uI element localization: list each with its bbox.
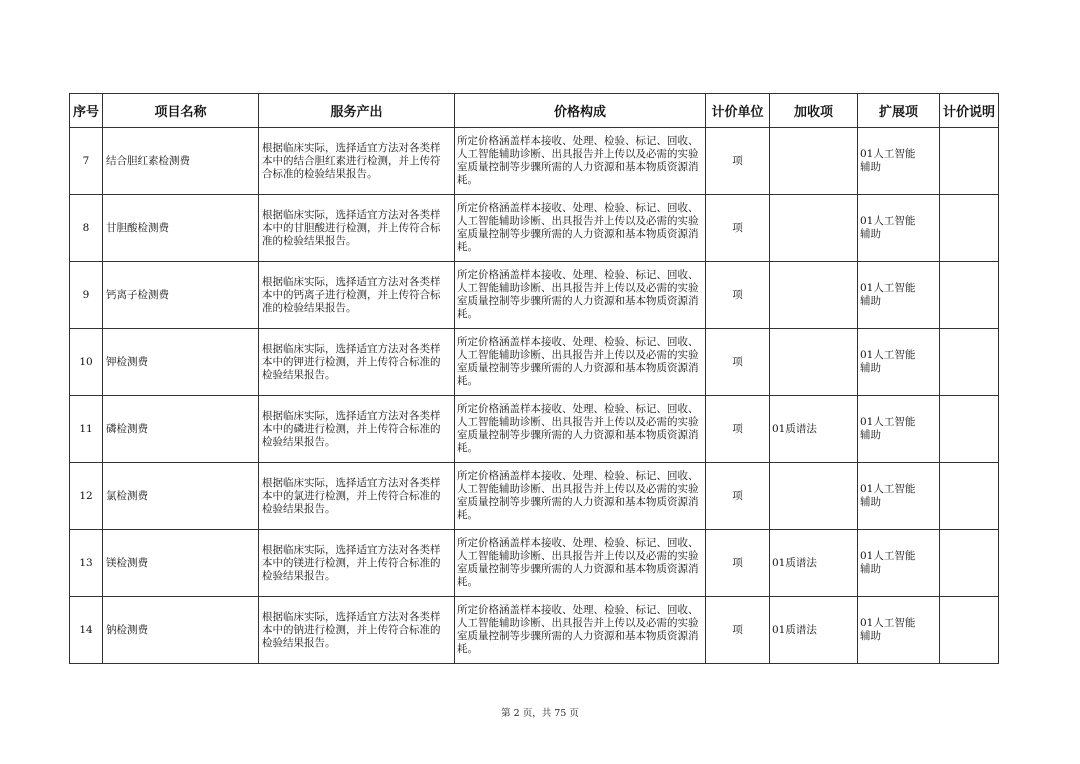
price-composition-cell: 所定价格涵盖样本接收、处理、检验、标记、回收、人工智能辅助诊断、出具报告并上传以及必需的实验室质量控制等步骤所需的人力资源和基本物质资源消耗。 xyxy=(455,195,706,262)
item-name-cell: 钙离子检测费 xyxy=(103,262,259,329)
pricing-unit-cell: 项 xyxy=(706,195,770,262)
extension-item-cell: 01人工智能辅助 xyxy=(858,396,940,463)
pricing-note-cell xyxy=(940,530,999,597)
extension-item-cell: 01人工智能辅助 xyxy=(858,597,940,664)
surcharge-item-cell xyxy=(770,195,858,262)
row-number-cell: 11 xyxy=(70,396,103,463)
price-composition-cell: 所定价格涵盖样本接收、处理、检验、标记、回收、人工智能辅助诊断、出具报告并上传以及必需的实验室质量控制等步骤所需的人力资源和基本物质资源消耗。 xyxy=(455,262,706,329)
service-output-cell: 根据临床实际，选择适宜方法对各类样本中的氯进行检测，并上传符合标准的检验结果报告。 xyxy=(259,463,455,530)
fee-schedule-table xyxy=(69,93,999,664)
table-header xyxy=(70,94,999,128)
item-name-cell: 磷检测费 xyxy=(103,396,259,463)
header-note: 计价说明 xyxy=(940,94,999,128)
item-name-cell: 钾检测费 xyxy=(103,329,259,396)
row-number-cell: 10 xyxy=(70,329,103,396)
pricing-unit-cell: 项 xyxy=(706,396,770,463)
price-composition-cell: 所定价格涵盖样本接收、处理、检验、标记、回收、人工智能辅助诊断、出具报告并上传以及必需的实验室质量控制等步骤所需的人力资源和基本物质资源消耗。 xyxy=(455,396,706,463)
table-row xyxy=(70,262,999,329)
pricing-note-cell xyxy=(940,597,999,664)
table-row xyxy=(70,396,999,463)
header-unit: 计价单位 xyxy=(706,94,770,128)
header-name: 项目名称 xyxy=(103,94,259,128)
price-composition-cell: 所定价格涵盖样本接收、处理、检验、标记、回收、人工智能辅助诊断、出具报告并上传以及必需的实验室质量控制等步骤所需的人力资源和基本物质资源消耗。 xyxy=(455,463,706,530)
price-composition-cell: 所定价格涵盖样本接收、处理、检验、标记、回收、人工智能辅助诊断、出具报告并上传以及必需的实验室质量控制等步骤所需的人力资源和基本物质资源消耗。 xyxy=(455,597,706,664)
item-name-cell: 结合胆红素检测费 xyxy=(103,128,259,195)
service-output-cell: 根据临床实际，选择适宜方法对各类样本中的结合胆红素进行检测，并上传符合标准的检验结果报告。 xyxy=(259,128,455,195)
surcharge-item-cell xyxy=(770,128,858,195)
surcharge-item-cell xyxy=(770,463,858,530)
row-number-cell: 7 xyxy=(70,128,103,195)
table-row xyxy=(70,463,999,530)
pricing-unit-cell: 项 xyxy=(706,463,770,530)
item-name-cell: 甘胆酸检测费 xyxy=(103,195,259,262)
price-composition-cell: 所定价格涵盖样本接收、处理、检验、标记、回收、人工智能辅助诊断、出具报告并上传以及必需的实验室质量控制等步骤所需的人力资源和基本物质资源消耗。 xyxy=(455,128,706,195)
page-number: 第 2 页，共 75 页 xyxy=(501,708,579,719)
pricing-unit-cell: 项 xyxy=(706,597,770,664)
table-row xyxy=(70,530,999,597)
item-name-cell: 钠检测费 xyxy=(103,597,259,664)
header-row xyxy=(70,94,999,128)
row-number-cell: 9 xyxy=(70,262,103,329)
table-row xyxy=(70,597,999,664)
pricing-unit-cell: 项 xyxy=(706,530,770,597)
surcharge-item-cell: 01质谱法 xyxy=(770,396,858,463)
extension-item-cell: 01人工智能辅助 xyxy=(858,463,940,530)
header-ext: 扩展项 xyxy=(858,94,940,128)
pricing-note-cell xyxy=(940,463,999,530)
pricing-note-cell xyxy=(940,329,999,396)
pricing-note-cell xyxy=(940,262,999,329)
header-extra: 加收项 xyxy=(770,94,858,128)
item-name-cell: 镁检测费 xyxy=(103,530,259,597)
pricing-unit-cell: 项 xyxy=(706,262,770,329)
service-output-cell: 根据临床实际，选择适宜方法对各类样本中的磷进行检测，并上传符合标准的检验结果报告。 xyxy=(259,396,455,463)
pricing-note-cell xyxy=(940,195,999,262)
surcharge-item-cell xyxy=(770,262,858,329)
row-number-cell: 13 xyxy=(70,530,103,597)
pricing-note-cell xyxy=(940,396,999,463)
pricing-note-cell xyxy=(940,128,999,195)
table-row xyxy=(70,329,999,396)
row-number-cell: 14 xyxy=(70,597,103,664)
surcharge-item-cell: 01质谱法 xyxy=(770,530,858,597)
row-number-cell: 12 xyxy=(70,463,103,530)
service-output-cell: 根据临床实际，选择适宜方法对各类样本中的钠进行检测，并上传符合标准的检验结果报告。 xyxy=(259,597,455,664)
service-output-cell: 根据临床实际，选择适宜方法对各类样本中的甘胆酸进行检测，并上传符合标准的检验结果报告。 xyxy=(259,195,455,262)
extension-item-cell: 01人工智能辅助 xyxy=(858,262,940,329)
price-composition-cell: 所定价格涵盖样本接收、处理、检验、标记、回收、人工智能辅助诊断、出具报告并上传以及必需的实验室质量控制等步骤所需的人力资源和基本物质资源消耗。 xyxy=(455,329,706,396)
header-price: 价格构成 xyxy=(455,94,706,128)
service-output-cell: 根据临床实际，选择适宜方法对各类样本中的镁进行检测，并上传符合标准的检验结果报告。 xyxy=(259,530,455,597)
surcharge-item-cell: 01质谱法 xyxy=(770,597,858,664)
surcharge-item-cell xyxy=(770,329,858,396)
row-number-cell: 8 xyxy=(70,195,103,262)
table-body xyxy=(70,128,999,664)
header-no: 序号 xyxy=(70,94,103,128)
item-name-cell: 氯检测费 xyxy=(103,463,259,530)
service-output-cell: 根据临床实际，选择适宜方法对各类样本中的钙离子进行检测，并上传符合标准的检验结果报告。 xyxy=(259,262,455,329)
extension-item-cell: 01人工智能辅助 xyxy=(858,329,940,396)
header-service: 服务产出 xyxy=(259,94,455,128)
table-row xyxy=(70,195,999,262)
table-row xyxy=(70,128,999,195)
service-output-cell: 根据临床实际，选择适宜方法对各类样本中的钾进行检测，并上传符合标准的检验结果报告。 xyxy=(259,329,455,396)
extension-item-cell: 01人工智能辅助 xyxy=(858,128,940,195)
price-composition-cell: 所定价格涵盖样本接收、处理、检验、标记、回收、人工智能辅助诊断、出具报告并上传以及必需的实验室质量控制等步骤所需的人力资源和基本物质资源消耗。 xyxy=(455,530,706,597)
extension-item-cell: 01人工智能辅助 xyxy=(858,195,940,262)
pricing-unit-cell: 项 xyxy=(706,128,770,195)
pricing-unit-cell: 项 xyxy=(706,329,770,396)
extension-item-cell: 01人工智能辅助 xyxy=(858,530,940,597)
